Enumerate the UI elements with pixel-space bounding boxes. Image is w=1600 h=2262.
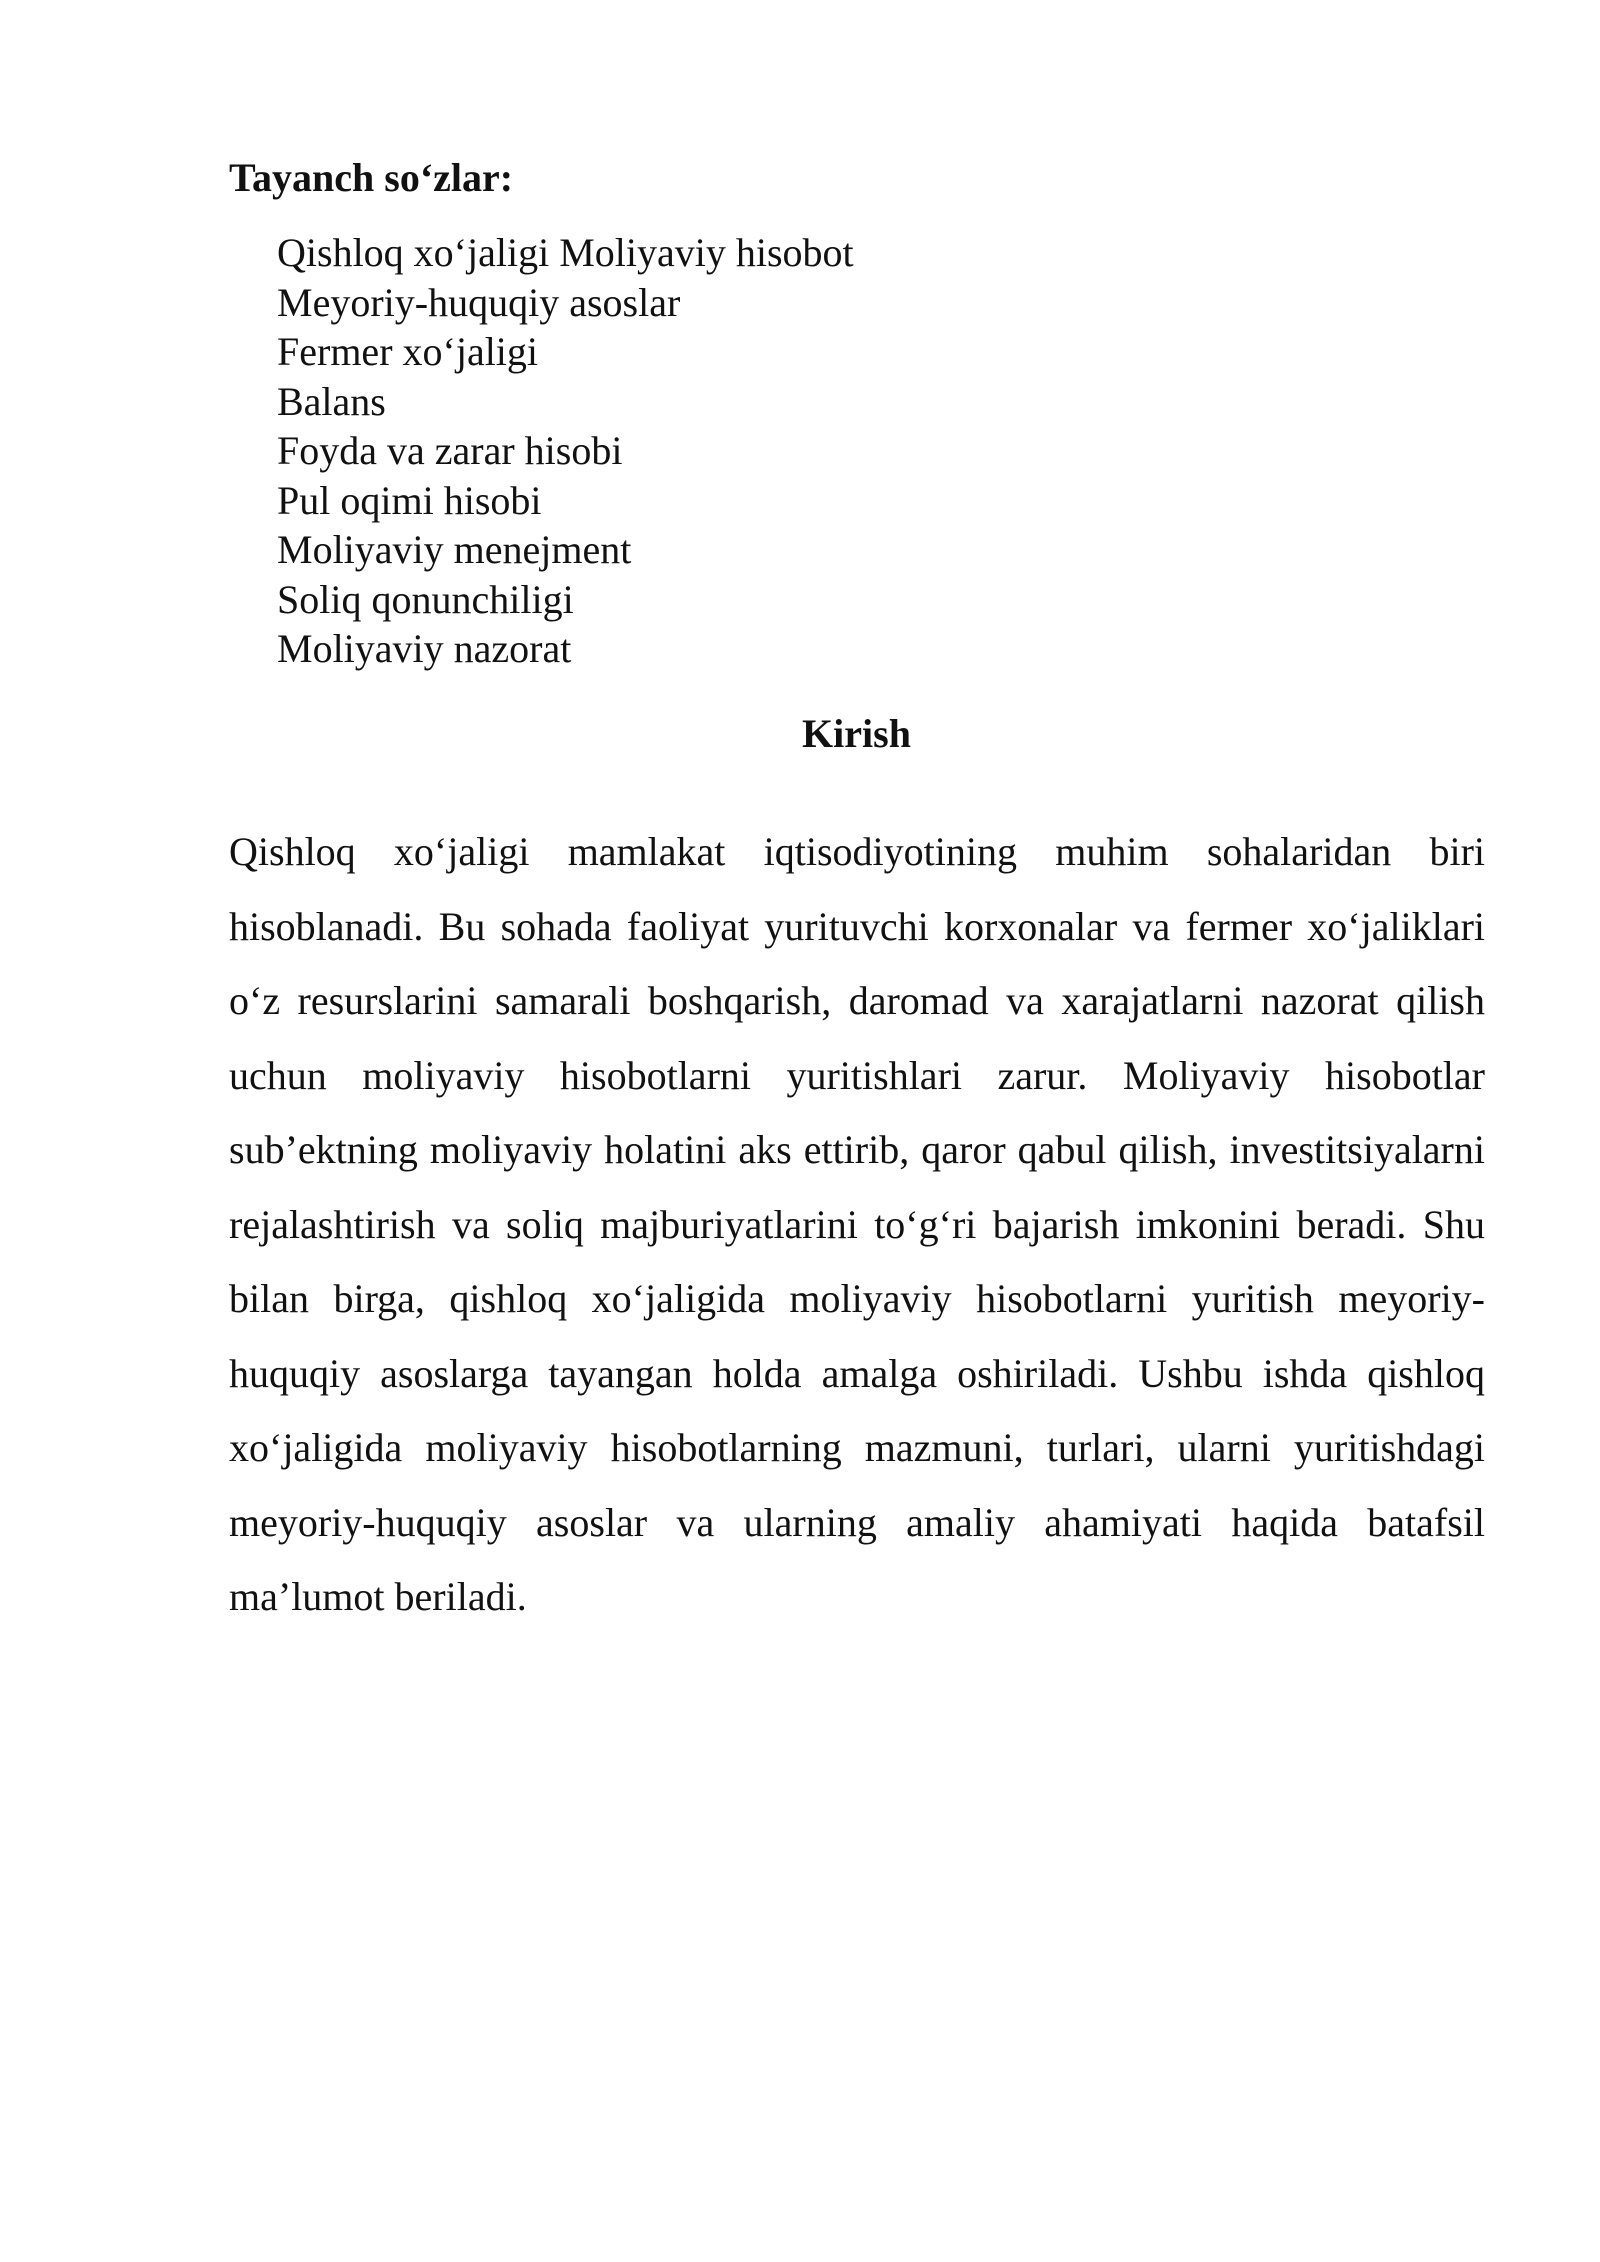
keyword-item: Fermer xo‘jaligi (277, 329, 539, 374)
keyword-item: Balans (277, 378, 386, 424)
keyword-item: Soliq qonunchiligi (277, 576, 574, 622)
section-title: Kirish (802, 711, 911, 756)
keyword-item: Pul oqimi hisobi (277, 477, 542, 523)
keywords-list (277, 228, 854, 674)
keyword-item: Meyoriy-huquqiy asoslar (277, 279, 681, 325)
keyword-item: Moliyaviy menejment (277, 527, 632, 572)
intro-paragraph: Qishloq xo‘jaligi mamlakat iqtisodiyotining muhim sohalaridan biri hisoblanadi. Bu sohada faoliyat yurituvchi korxonalar va fermer xo‘jaliklari o‘z resurslarini samarali boshqarish, daromad va xarajatlarni nazorat qilish uchun moliyaviy hisobotlarni yuritishlari zarur. Moliyaviy hisobotlar sub’ektning moliyaviy holatini aks ettirib, qaror qabul qilish, investitsiyalarni rejalashtirish va soliq majburiyatlarini to‘g‘ri bajarish imkonini beradi. Shu bilan birga, qishloq xo‘jaligida moliyaviy hisobotlarni yuritish meyoriy-huquqiy asoslarga tayangan holda amalga oshiriladi. Ushbu ishda qishloq xo‘jaligida moliyaviy hisobotlarning mazmuni, turlari, ularni yuritishdagi meyoriy-huquqiy asoslar va ularning amaliy ahamiyati haqida batafsil ma’lumot beriladi. (229, 829, 1485, 1619)
keyword-item: Moliyaviy nazorat (277, 626, 572, 671)
keywords-heading: Tayanch so‘zlar: (229, 155, 514, 200)
keyword-item: Qishloq xo‘jaligi Moliyaviy hisobot (277, 230, 854, 275)
keyword-item: Foyda va zarar hisobi (277, 428, 623, 473)
